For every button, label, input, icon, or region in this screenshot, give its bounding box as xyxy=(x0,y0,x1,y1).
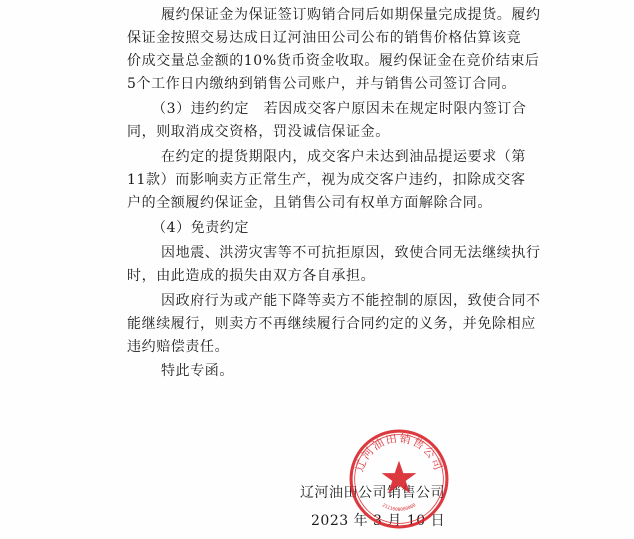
signature-date: 2023 年 3 月 10 日 xyxy=(311,513,446,529)
body-line: 履约保证金为保证签订购销合同后如期保量完成提货。履约 xyxy=(161,7,541,23)
body-line: 能继续履行，则卖方不再继续履行合同约定的义务，并免除相应 xyxy=(127,316,536,332)
seal-text: 辽河油田销售公司 xyxy=(352,431,446,474)
body-line: 违约赔偿责任。 xyxy=(127,339,230,355)
body-line: 在约定的提货期限内，成交客户未达到油品提运要求（第 xyxy=(161,149,526,165)
closing-line: 特此专函。 xyxy=(161,363,234,379)
body-line: 同，则取消成交资格，罚没诚信保证金。 xyxy=(127,124,390,140)
body-line: 时，由此造成的损失由双方各自承担。 xyxy=(127,268,376,284)
body-line: 户的全额履约保证金，且销售公司有权单方面解除合同。 xyxy=(127,195,492,211)
signature-organization: 辽河油田公司销售公司 xyxy=(300,485,445,501)
body-line: 价成交量总金额的10%货币资金收取。履约保证金在竞价结束后 xyxy=(127,53,540,69)
body-line: 11款）而影响卖方正常生产，视为成交客户违约，扣除成交客 xyxy=(127,172,526,188)
body-line: 5个工作日内缴纳到销售公司账户，并与销售公司签订合同。 xyxy=(127,76,517,92)
section-heading-breach: （3）违约约定 若因成交客户原因未在规定时限内签订合 xyxy=(152,101,527,117)
seal-number: 2111000000000 xyxy=(380,503,418,513)
section-heading-exemption: （4）免责约定 xyxy=(152,220,250,236)
svg-text:2111000000000 xyxy=(381,502,417,513)
body-line: 因地震、洪涝灾害等不可抗拒原因，致使合同无法继续执行 xyxy=(161,245,541,261)
body-line: 保证金按照交易达成日辽河油田公司公布的销售价格估算该竞 xyxy=(127,30,522,46)
company-seal xyxy=(348,428,450,530)
body-line: 因政府行为或产能下降等卖方不能控制的原因，致使合同不 xyxy=(161,293,541,309)
seal-star-icon xyxy=(382,461,417,494)
